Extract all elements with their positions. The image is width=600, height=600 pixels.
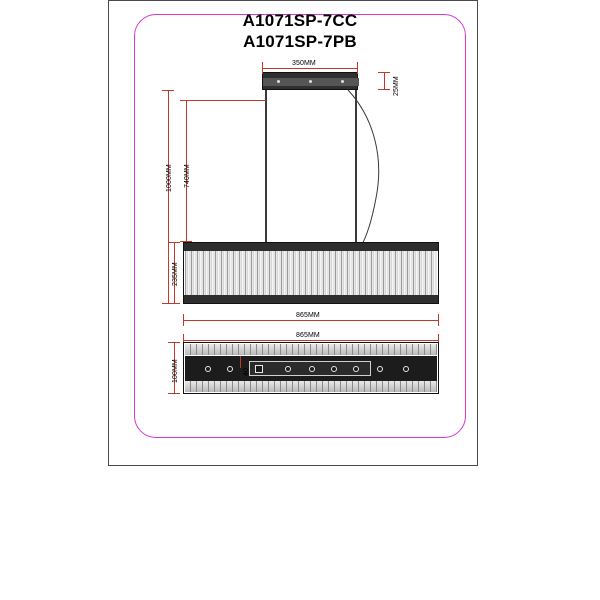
page-title-primary: A1071SP-7CC (242, 11, 358, 30)
dim-line-plan-width (183, 340, 439, 341)
dim-tick-body-bottom (168, 303, 180, 304)
dim-line-canopy-width (262, 68, 358, 69)
plan-mount-hole (227, 366, 233, 372)
canopy-screw (309, 80, 312, 83)
dim-tick-canopy-top (378, 72, 390, 73)
canopy-screw (341, 80, 344, 83)
fixture-top-rail (184, 243, 438, 251)
plan-mount-hole (309, 366, 315, 372)
dim-tick-front-left (183, 314, 184, 326)
power-cable (340, 88, 390, 248)
dim-label-plan-width: 865MM (296, 332, 320, 339)
dim-label-front-width: 865MM (296, 312, 320, 319)
dim-tick-canopy-left (262, 62, 263, 74)
dim-tick-plan-depth-top (168, 342, 180, 343)
plan-base-plate (185, 356, 437, 381)
plan-crystal-row-top (185, 344, 437, 355)
plan-mount-hole (331, 366, 337, 372)
plan-mount-hole (285, 366, 291, 372)
fixture-front-view (183, 242, 439, 304)
dim-tick-front-right (438, 314, 439, 326)
dim-tick-total-top (162, 90, 174, 91)
crystal-rod-array (185, 251, 437, 296)
suspension-rod-left (265, 90, 267, 242)
dim-label-suspension-drop: 740MM (184, 164, 191, 188)
fixture-plan-view (183, 342, 439, 394)
dim-label-total-drop: 1000MM (166, 164, 173, 192)
plan-mount-hole (205, 366, 211, 372)
plan-crystal (431, 344, 437, 355)
ext-line-suspension-top (186, 100, 266, 101)
canopy-screw (277, 80, 280, 83)
title-block (150, 10, 450, 52)
dim-label-body-height: 235MM (172, 262, 179, 286)
dim-line-plate-detail (240, 356, 241, 368)
dim-label-plate-detail: 40 (243, 368, 250, 376)
plan-lamp-socket (255, 365, 263, 373)
dim-label-canopy-height: 25MM (393, 76, 400, 96)
fixture-bottom-rail (184, 295, 438, 303)
plan-mount-hole (377, 366, 383, 372)
crystal-rod (431, 251, 437, 296)
dim-tick-canopy-right (357, 62, 358, 74)
dim-tick-body-top (168, 242, 180, 243)
dim-line-front-width (183, 320, 439, 321)
dim-label-plan-depth: 100MM (172, 359, 179, 383)
dim-label-canopy-width: 350MM (292, 60, 316, 67)
dim-line-total-drop (168, 90, 169, 304)
plan-crystal-row-bottom (185, 381, 437, 392)
dim-tick-plan-depth-bottom (168, 393, 180, 394)
plan-mount-hole (403, 366, 409, 372)
plan-mount-hole (353, 366, 359, 372)
page-title-secondary: A1071SP-7PB (243, 32, 357, 51)
plan-crystal (431, 381, 437, 392)
